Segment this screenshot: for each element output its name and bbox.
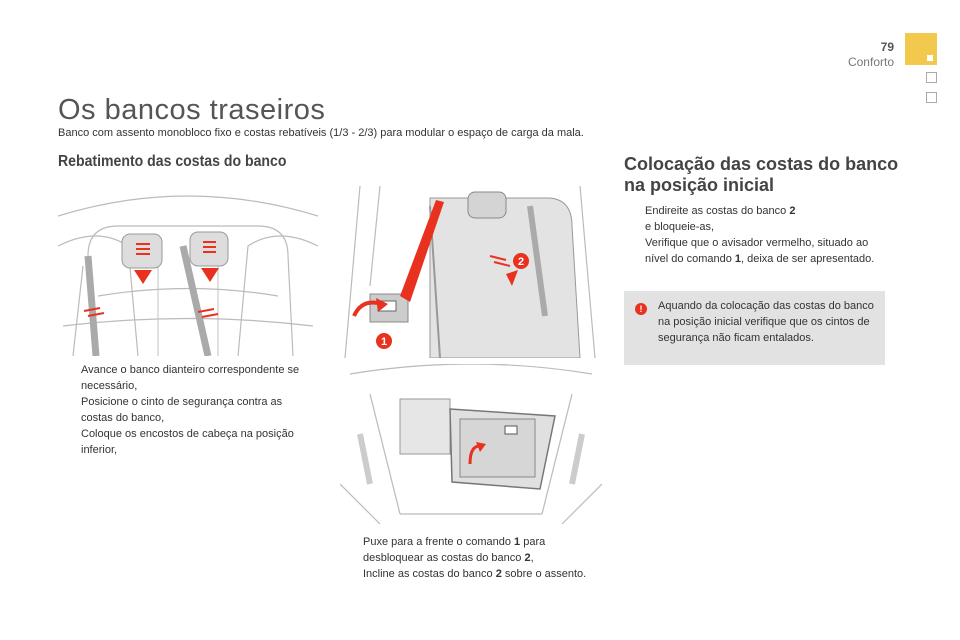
- page-title: Os bancos traseiros: [58, 94, 326, 126]
- page-subtitle: Banco com assento monobloco fixo e costas rebatíveis (1/3 - 2/3) para modular o espaço de carga da mala.: [58, 127, 584, 139]
- section-label: Conforto: [847, 55, 894, 69]
- center-step-list: [342, 534, 602, 582]
- figure-label-1: 1: [380, 336, 388, 348]
- section-tab-active[interactable]: [905, 33, 937, 65]
- list-item: Coloque os encostos de cabeça na posição inferior,: [81, 428, 294, 456]
- left-section-heading: Rebatimento das costas do banco: [58, 153, 287, 170]
- warning-note-text: Aquando da colocação das costas do banco na posição inicial verifique que os cintos de segurança não ficam entalados.: [658, 300, 874, 344]
- list-item: Posicione o cinto de segurança contra as costas do banco,: [81, 396, 283, 424]
- page-number: 79: [880, 40, 894, 54]
- right-step-list: [624, 203, 889, 267]
- folded-seat-trunk-illustration: [340, 364, 602, 526]
- list-item: Avance o banco dianteiro correspondente se necessário,: [81, 364, 300, 392]
- warning-icon: !: [635, 303, 647, 315]
- rear-seat-headrest-illustration: [58, 186, 318, 356]
- list-item: Puxe para a frente o comando 1 para desbloquear as costas do banco 2,: [363, 536, 546, 564]
- section-tab[interactable]: [926, 72, 937, 83]
- tab-square-icon: [927, 55, 933, 61]
- right-section-heading: Colocação das costas do banco na posição inicial: [624, 154, 899, 195]
- list-item: Verifique que o avisador vermelho, situado ao nível do comando 1, deixa de ser apresentado.: [645, 237, 875, 265]
- list-item: Endireite as costas do banco 2 e bloqueie-as,: [645, 205, 796, 233]
- figure-label-2: 2: [517, 256, 525, 268]
- seat-release-lever-illustration: [340, 186, 602, 358]
- warning-note: [624, 291, 885, 365]
- section-tab[interactable]: [926, 92, 937, 103]
- left-step-list: [60, 362, 316, 458]
- list-item: Incline as costas do banco 2 sobre o assento.: [363, 568, 587, 580]
